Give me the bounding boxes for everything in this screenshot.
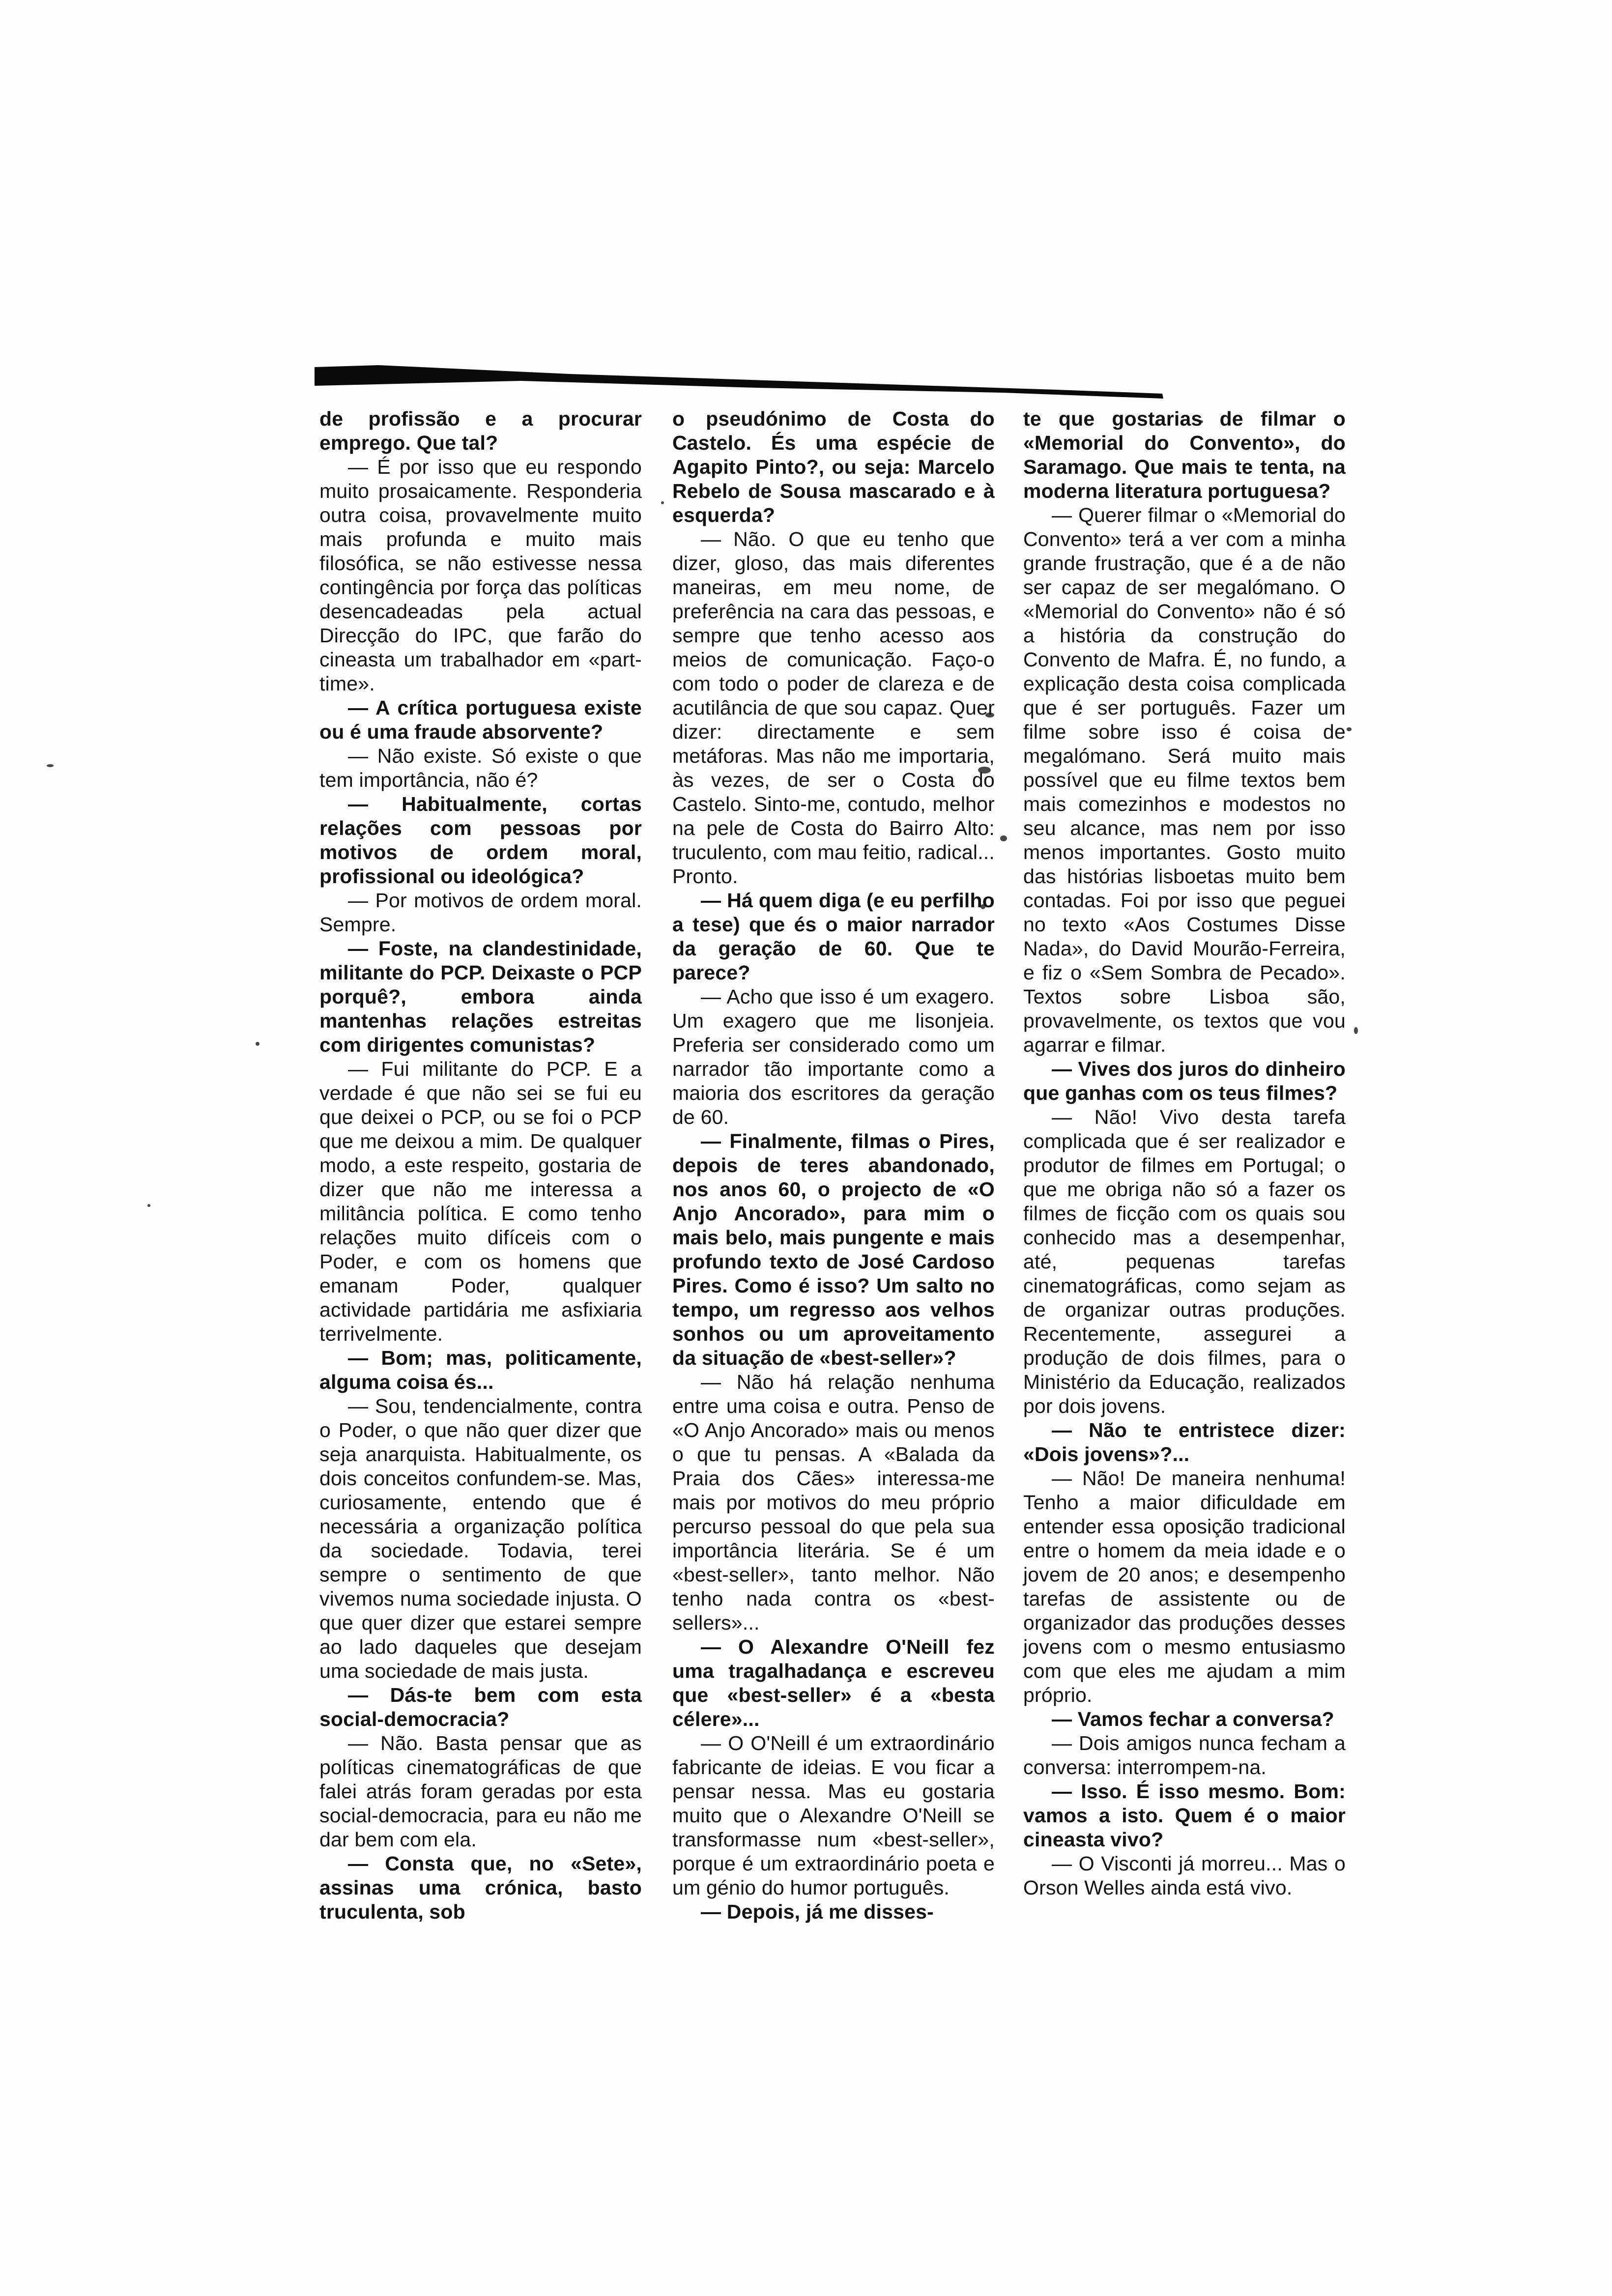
interview-question: — Não te entristece dizer: «Dois jovens»?...	[1023, 1419, 1346, 1465]
interview-question: — Há quem diga (e eu perfilho a tese) que és o maior narrador da geração de 60. Que te parece?	[672, 889, 995, 984]
interview-question: — Consta que, no «Sete», assinas uma crónica, basto truculenta, sob	[319, 1852, 642, 1923]
interview-question: — Bom; mas, politicamente, alguma coisa és...	[319, 1347, 642, 1393]
scan-speck	[1354, 1027, 1358, 1034]
interview-answer: — Acho que isso é um exagero. Um exagero que me lisonjeia. Preferia ser considerado como um narrador tão importante como a maioria dos escritores da geração de 60.	[672, 985, 995, 1128]
interview-answer: — Não existe. Só existe o que tem importância, não é?	[319, 745, 642, 791]
interview-question: — A crítica portuguesa existe ou é uma fraude absorvente?	[319, 696, 642, 743]
scan-speck	[47, 764, 54, 767]
interview-question: — Finalmente, filmas o Pires, depois de teres abandonado, nos anos 60, o projecto de «O Anjo Ancorado», para mim o mais belo, mais pungente e mais profundo texto de José Cardoso Pires. Como é isso? Um salto no tempo, um regresso aos velhos sonhos ou um aproveitamento da situação de «best-seller»?	[672, 1130, 995, 1369]
interview-question: — Habitualmente, cortas relações com pessoas por motivos de ordem moral, profissional ou ideológica?	[319, 793, 642, 888]
scan-speck	[661, 501, 664, 504]
interview-question: — Vives dos juros do dinheiro que ganhas com os teus filmes?	[1023, 1058, 1346, 1104]
article-column-3	[1023, 407, 1346, 1900]
article-column-2	[672, 407, 995, 1924]
interview-question: — Isso. É isso mesmo. Bom: vamos a isto. Quem é o maior cineasta vivo?	[1023, 1780, 1346, 1851]
scan-speck	[1347, 727, 1352, 731]
interview-answer: — Por motivos de ordem moral. Sempre.	[319, 889, 642, 936]
interview-answer: — Não. O que eu tenho que dizer, gloso, das mais diferentes maneiras, em meu nome, de preferência na cara das pessoas, e sempre que tenho acesso aos meios de comunicação. Faço-o com todo o poder de clareza e de acutilância de que sou capaz. Quer dizer: directamente e sem metáforas. Mas não me importaria, às vezes, de ser o Costa do Castelo. Sinto-me, contudo, melhor na pele de Costa do Bairro Alto: truculento, com mau feitio, radical... Pronto.	[672, 528, 995, 888]
interview-question: — O Alexandre O'Neill fez uma tragalhadança e escreveu que «best-seller» é a «besta célere»...	[672, 1636, 995, 1730]
interview-answer: — Não! De maneira nenhuma! Tenho a maior dificuldade em entender essa oposição tradicional entre o homem da meia idade e o jovem de 20 anos; e desempenho tarefas de assistente ou de organizador das produções desses jovens com o mesmo entusiasmo com que eles me ajudam a mim próprio.	[1023, 1467, 1346, 1706]
interview-question: — Vamos fechar a conversa?	[1052, 1708, 1334, 1730]
interview-question: — Dás-te bem com esta social-democracia?	[319, 1684, 642, 1730]
interview-answer: — Fui militante do PCP. E a verdade é que não sei se fui eu que deixei o PCP, ou se foi o PCP que me deixou a mim. De qualquer modo, a este respeito, gostaria de dizer que não me interessa a militância política. E como tenho relações muito difíceis com o Poder, e com os homens que emanam Poder, qualquer actividade partidária me asfixiaria terrivelmente.	[319, 1058, 642, 1345]
scan-speck	[1000, 835, 1007, 841]
interview-answer: — Não! Vivo desta tarefa complicada que é ser realizador e produtor de filmes em Portugal; o que me obriga não só a fazer os filmes de ficção com os quais sou conhecido mas a desempenhar, até, pequenas tarefas cinematográficas, como sejam as de organizar outras produções. Recentemente, assegurei a produção de dois filmes, para o Ministério da Educação, realizados por dois jovens.	[1023, 1106, 1346, 1417]
interview-answer: — Dois amigos nunca fecham a conversa: interrompem-na.	[1023, 1732, 1346, 1779]
article-column-1	[319, 407, 642, 1924]
interview-question: de profissão e a procurar emprego. Que tal?	[319, 407, 642, 454]
interview-answer: — Sou, tendencialmente, contra o Poder, o que não quer dizer que seja anarquista. Habitualmente, os dois conceitos confundem-se. Mas, curiosamente, entendo que é necessária a organização política da sociedade. Todavia, terei sempre o sentimento de que vivemos numa sociedade injusta. O que quer dizer que estarei sempre ao lado daqueles que desejam uma sociedade de mais justa.	[319, 1395, 642, 1682]
interview-answer: — O O'Neill é um extraordinário fabricante de ideias. E vou ficar a pensar nessa. Mas eu gostaria muito que o Alexandre O'Neill se transformasse num «best-seller», porque é um extraordinário poeta e um génio do humor português.	[672, 1732, 995, 1899]
interview-answer: — Não há relação nenhuma entre uma coisa e outra. Penso de «O Anjo Ancorado» mais ou menos o que tu pensas. A «Balada da Praia dos Cães» interessa-me mais por motivos do meu próprio percurso pessoal do que pela sua importância literária. Se é um «best-seller», tanto melhor. Não tenho nada contra os «best-sellers»...	[672, 1371, 995, 1634]
interview-answer: — Não. Basta pensar que as políticas cinematográficas de que falei atrás foram geradas por esta social-democracia, para eu não me dar bem com ela.	[319, 1732, 642, 1851]
scan-speck	[256, 1042, 259, 1046]
interview-question: o pseudónimo de Costa do Castelo. És uma espécie de Agapito Pinto?, ou seja: Marcelo Rebelo de Sousa mascarado e à esquerda?	[672, 407, 995, 526]
page-top-rule	[315, 361, 1189, 405]
interview-answer: — O Visconti já morreu... Mas o Orson Welles ainda está vivo.	[1023, 1852, 1346, 1899]
interview-question: — Depois, já me disses-	[701, 1900, 934, 1923]
interview-answer: — Querer filmar o «Memorial do Convento» terá a ver com a minha grande frustração, que é a de não ser capaz de ser megalómano. O «Memorial do Convento» não é só a história da construção do Convento de Mafra. É, no fundo, a explicação desta coisa complicada que é ser português. Fazer um filme sobre isso é coisa de megalómano. Será muito mais possível que eu filme textos bem mais comezinhos e modestos no seu alcance, mas nem por isso menos importantes. Gosto muito das histórias lisboetas muito bem contadas. Foi por isso que peguei no texto «Aos Costumes Disse Nada», do David Mourão-Ferreira, e fiz o «Sem Sombra de Pecado». Textos sobre Lisboa são, provavelmente, os textos que vou agarrar e filmar.	[1023, 504, 1346, 1056]
scan-speck	[147, 1204, 150, 1207]
interview-answer: — É por isso que eu respondo muito prosaicamente. Responderia outra coisa, provavelmente muito mais profunda e muito mais filosófica, se não estivesse nessa contingência por força das políticas desencadeadas pela actual Direcção do IPC, que farão do cineasta um trabalhador em «part-time».	[319, 456, 642, 695]
interview-question: — Foste, na clandestinidade, militante do PCP. Deixaste o PCP porquê?, embora ainda mantenhas relações estreitas com dirigentes comunistas?	[319, 937, 642, 1056]
interview-question: te que gostarias de filmar o «Memorial do Convento», do Saramago. Que mais te tenta, na moderna literatura portuguesa?	[1023, 407, 1346, 502]
